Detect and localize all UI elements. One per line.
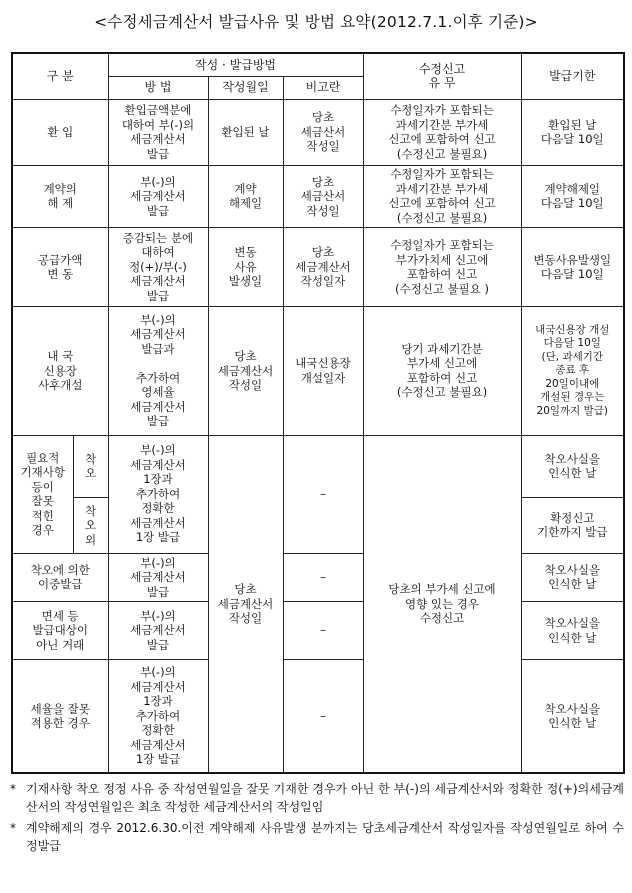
row-subcategory-other: 착 오 외 [73,497,108,553]
row-category: 내 국 신용장 사후개설 [12,307,108,435]
summary-table [11,52,625,774]
row-remarks: 당초 세금산서 작성일 [283,165,363,227]
row-category: 필요적 기재사항 등이 잘못 적힌 경우 [12,435,73,553]
table-row [12,435,624,497]
shared-write-date: 당초 세금계산서 작성일 [208,435,283,773]
table-row [12,307,624,435]
row-remarks: 당초 세금계산서 작성일자 [283,227,363,306]
table-row [12,601,624,659]
row-remarks: – [283,660,363,773]
table-row [12,99,624,165]
row-method: 환입금액분에 대하여 부(-)의 세금계산서 발급 [108,99,208,165]
row-deadline: 착오사실을 인식한 날 [521,660,624,773]
shared-amend: 당초의 부가세 신고에 영향 있는 경우 수정신고 [363,435,521,773]
row-deadline: 내국신용장 개설 다음달 10일 (단, 과세기간 종료 후 20일이내에 개설된 경우는 20일까지 발급) [521,307,624,435]
footnote-text: 기재사항 착오 정정 사유 중 작성연월일을 잘못 기재한 경우가 아닌 한 부(-)의 세금계산서와 정확한 정(+)의세금계산서의 작성연월일은 최초 작성한 세금계산서의 작성일임 [26,782,624,814]
row-category: 면세 등 발급대상이 아닌 거래 [12,601,108,659]
footnote-mark: * [10,782,16,796]
row-remarks: – [283,435,363,553]
header-issue-group: 작성 · 발급방법 [108,53,363,76]
row-category: 환 입 [12,99,108,165]
row-deadline: 변동사유발생일 다음달 10일 [521,227,624,306]
table-row [12,660,624,773]
table-row [12,553,624,601]
row-method: 증감되는 분에 대하여 정(+)/부(-) 세금계산서 발급 [108,227,208,306]
row-deadline: 확정신고 기한까지 발급 [521,497,624,553]
row-subcategory-mistake: 착 오 [73,435,108,497]
row-category: 세율을 잘못 적용한 경우 [12,660,108,773]
row-remarks: – [283,553,363,601]
row-write-date: 당초 세금계산서 작성일 [208,307,283,435]
row-write-date: 계약 해제일 [208,165,283,227]
header-write-date: 작성월일 [208,76,283,99]
row-amend: 수정일자가 포함되는 과세기간분 부가세 신고에 포함하여 신고 (수정신고 불필요) [363,99,521,165]
row-deadline: 착오사실을 인식한 날 [521,601,624,659]
row-write-date: 환입된 날 [208,99,283,165]
header-category: 구 분 [12,53,108,99]
row-deadline: 착오사실을 인식한 날 [521,553,624,601]
table-row [12,165,624,227]
row-method: 부(-)의 세금계산서 발급 [108,553,208,601]
row-method: 부(-)의 세금계산서 1장과 추가하여 정확한 세금계산서 1장 발급 [108,660,208,773]
row-remarks: 내국신용장 개설일자 [283,307,363,435]
row-deadline: 착오사실을 인식한 날 [521,435,624,497]
table-row [12,227,624,306]
row-method: 부(-)의 세금계산서 발급 [108,165,208,227]
row-amend: 당기 과세기간분 부가세 신고에 포함하여 신고 (수정신고 불필요) [363,307,521,435]
header-deadline: 발급기한 [521,53,624,99]
row-write-date: 변동 사유 발생일 [208,227,283,306]
footnote [8,781,624,816]
row-method: 부(-)의 세금계산서 1장과 추가하여 정확한 세금계산서 1장 발급 [108,435,208,553]
row-category: 계약의 해 제 [12,165,108,227]
page-title: <수정세금계산서 발급사유 및 방법 요약(2012.7.1.이후 기준)> [94,13,538,31]
row-deadline: 계약해제일 다음달 10일 [521,165,624,227]
footnote-text: 계약해제의 경우 2012.6.30.이전 계약해제 사유발생 분까지는 당초세금계산서 작성일자를 작성연월일로 하여 수정발급 [26,821,624,853]
footnotes [8,781,624,859]
row-category: 공급가액 변 동 [12,227,108,306]
row-method: 부(-)의 세금계산서 발급 [108,601,208,659]
header-remarks: 비고란 [283,76,363,99]
header-method: 방 법 [108,76,208,99]
footnote [8,820,624,855]
row-category: 착오에 의한 이중발급 [12,553,108,601]
row-remarks: – [283,601,363,659]
header-amend-report: 수정신고 유 무 [363,53,521,99]
row-method: 부(-)의 세금계산서 발급과 추가하여 영세율 세금계산서 발급 [108,307,208,435]
row-amend: 수정일자가 포함되는 과세기간분 부가세 신고에 포함하여 신고 (수정신고 불필요) [363,165,521,227]
row-deadline: 환입된 날 다음달 10일 [521,99,624,165]
row-amend: 수정일자가 포함되는 부가가치세 신고에 포함하여 신고 (수정신고 불필요 ) [363,227,521,306]
footnote-mark: * [10,821,16,835]
row-remarks: 당초 세금산서 작성일 [283,99,363,165]
